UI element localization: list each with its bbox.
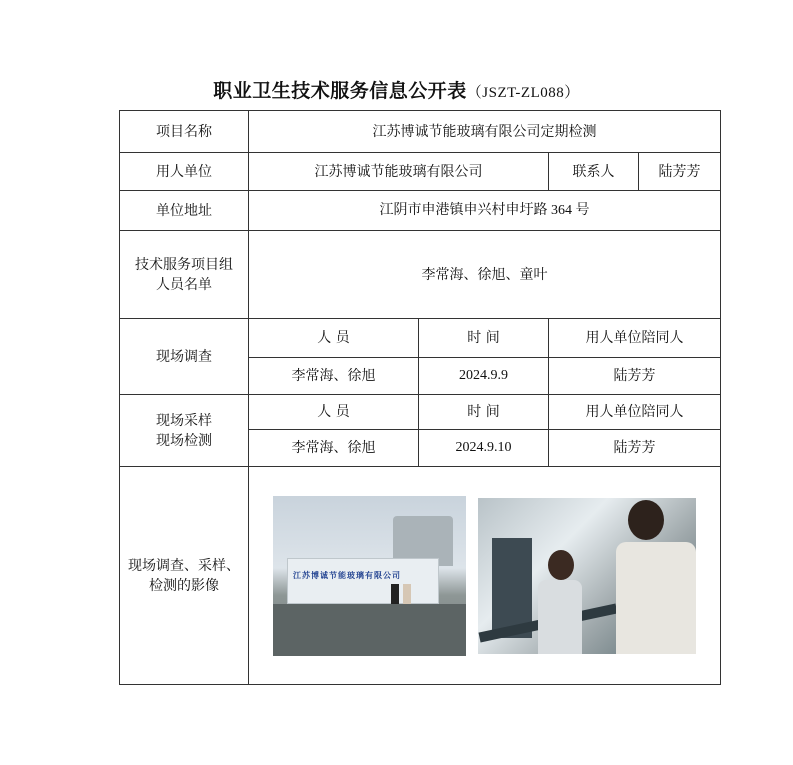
project-label: 项目名称 <box>120 111 249 153</box>
contact-label: 联系人 <box>549 153 639 191</box>
sampling-col-escort: 用人单位陪同人 <box>549 395 721 430</box>
row-project <box>120 111 721 153</box>
survey-escort: 陆芳芳 <box>549 358 721 395</box>
row-photos <box>120 467 721 685</box>
workshop-inspection-photo <box>478 498 696 654</box>
survey-col-escort: 用人单位陪同人 <box>549 319 721 358</box>
row-address <box>120 191 721 231</box>
photos-label <box>120 467 249 685</box>
sampling-escort: 陆芳芳 <box>549 430 721 467</box>
team-label-line1: 技术服务项目组 <box>135 256 233 273</box>
sampling-col-person: 人 员 <box>249 395 419 430</box>
row-sampling-header <box>120 395 721 430</box>
survey-label: 现场调查 <box>120 319 249 395</box>
survey-col-person: 人 员 <box>249 319 419 358</box>
photos-label-line2: 检测的影像 <box>149 577 219 594</box>
site-entrance-photo <box>273 496 466 656</box>
ground <box>273 604 466 656</box>
survey-col-time: 时 间 <box>419 319 549 358</box>
photos-label-line1: 现场调查、采样、 <box>128 557 240 574</box>
team-label <box>120 231 249 319</box>
sampling-label-line2: 现场检测 <box>156 432 212 449</box>
project-value: 江苏博诚节能玻璃有限公司定期检测 <box>249 111 721 153</box>
sampling-label <box>120 395 249 467</box>
person-figure <box>403 584 411 604</box>
sampling-person: 李常海、徐旭 <box>249 430 419 467</box>
employer-value: 江苏博诚节能玻璃有限公司 <box>249 153 549 191</box>
sampling-col-time: 时 间 <box>419 395 549 430</box>
survey-person: 李常海、徐旭 <box>249 358 419 395</box>
address-value: 江阴市申港镇申兴村申圩路 364 号 <box>249 191 721 231</box>
row-team <box>120 231 721 319</box>
address-label: 单位地址 <box>120 191 249 231</box>
info-table <box>119 110 721 685</box>
team-label-line2: 人员名单 <box>156 276 212 293</box>
contact-value: 陆芳芳 <box>639 153 721 191</box>
company-sign-text: 江苏博诚节能玻璃有限公司 <box>293 570 401 580</box>
photos-cell <box>249 467 721 685</box>
survey-time: 2024.9.9 <box>419 358 549 395</box>
inspector-head <box>628 500 664 540</box>
inspector-body <box>616 542 696 654</box>
worker-head <box>548 550 574 580</box>
sampling-label-line1: 现场采样 <box>156 412 212 429</box>
form-code: （JSZT-ZL088） <box>466 85 580 101</box>
page-title <box>0 76 793 103</box>
title-text: 职业卫生技术服务信息公开表 <box>213 80 467 102</box>
sampling-time: 2024.9.10 <box>419 430 549 467</box>
row-survey-header <box>120 319 721 358</box>
team-value: 李常海、徐旭、童叶 <box>249 231 721 319</box>
worker-body <box>538 580 582 654</box>
employer-label: 用人单位 <box>120 153 249 191</box>
row-employer <box>120 153 721 191</box>
person-figure <box>391 584 399 604</box>
